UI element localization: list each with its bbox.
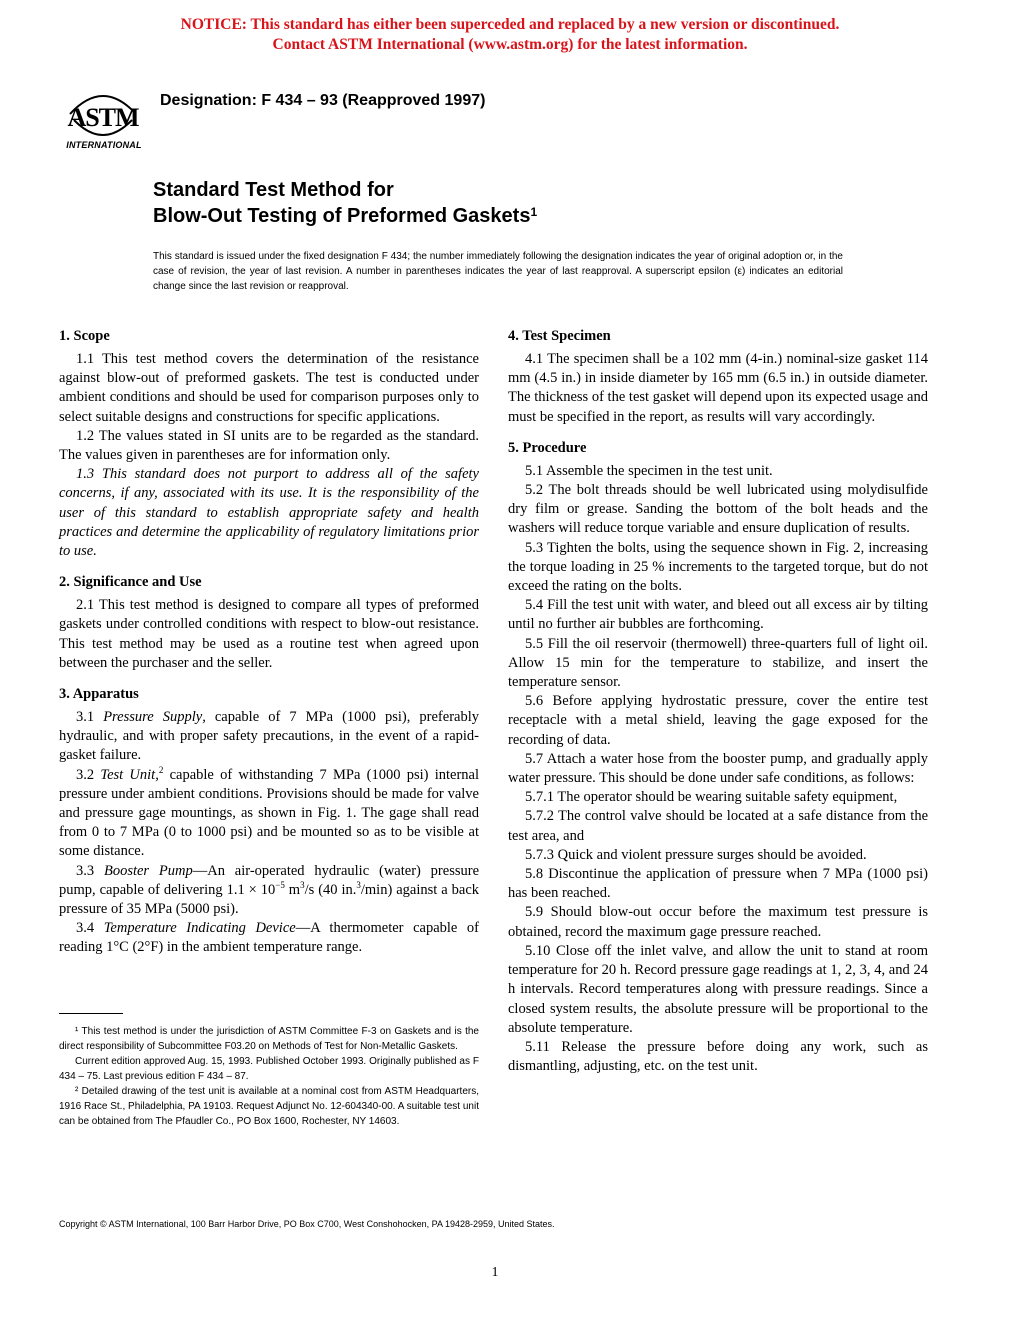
- section-heading: 2. Significance and Use: [59, 574, 202, 591]
- title-line-2: Blow-Out Testing of Preformed Gaskets$^1$: [153, 205, 538, 227]
- footnotes: [59, 1024, 479, 1129]
- designation: Designation: F 434 – 93 (Reapproved 1997): [160, 92, 486, 109]
- procedure-step: 5.7.2 The control valve should be located at a safe distance from the test area, and: [508, 808, 928, 844]
- section-heading: 4. Test Specimen: [508, 328, 611, 344]
- section-heading: 5. Procedure: [508, 439, 587, 456]
- page-title: [153, 177, 537, 229]
- logo-caption: INTERNATIONAL: [66, 140, 142, 150]
- paragraph: 3.4 Temperature Indicating Device—A thermometer capable of reading 1°C (2°F) in the ambient temperature range.: [59, 920, 479, 956]
- section-scope: [59, 327, 479, 561]
- issue-note: This standard is issued under the fixed designation F 434; the number immediately following the designation indicates the year of original adoption or, in the case of revision, the year of last revision. A number in parentheses indicates the year of last reapproval. A superscript epsilon (ε) indicates an editorial change since the last revision or reapproval.: [153, 251, 843, 292]
- title-footnote-mark: 1: [530, 205, 538, 219]
- paragraph: 3.3 Booster Pump—An air-operated hydraulic (water) pressure pump, capable of delivering $1.1 \times 10^{-5}$ $m^3/s$ (40 in.$^3$/min) against a back pressure of 35 MPa (5000 psi).: [59, 862, 480, 918]
- footnote: ² Detailed drawing of the test unit is available at a nominal cost from ASTM Headquarters, 1916 Race St., Philadelphia, PA 19103. Request Adjunct No. 12-604340-00. A suitable test unit can be obtained from The Pfaudler Co., PO Box 1600, Rochester, NY 14603.: [59, 1086, 479, 1127]
- copyright: Copyright © ASTM International, 100 Barr Harbor Drive, PO Box C700, West Conshohocken, PA 19428-2959, United States.: [59, 1219, 555, 1229]
- procedure-step: 5.10 Close off the inlet valve, and allow the unit to stand at room temperature for 20 h. Record pressure gage readings at 1, 2, 3, 4, and 24 h intervals. Record temperatures along with pressure readings. Since a closed system results, the absolute pressure will be proportional to the absolute temperature.: [508, 942, 928, 1036]
- procedure-step: 5.6 Before applying hydrostatic pressure, cover the entire test receptacle with a metal shield, leaving the gage exposed for the recording of data.: [508, 693, 928, 748]
- section-heading: 3. Apparatus: [59, 686, 139, 703]
- section-significance: [59, 573, 479, 673]
- procedure-step: 5.3 Tighten the bolts, using the sequence shown in Fig. 2, increasing the torque loading in 25 % increments to the targeted torque, but do not exceed the rating on the bolts.: [508, 539, 928, 595]
- paragraph: 4.1 The specimen shall be a 102 mm (4-in.) nominal-size gasket 114 mm (4.5 in.) in inside diameter by 165 mm (6.5 in.) in outside diameter. The thickness of the test gasket will depend upon its expected usage and must be specified in the report, as results will vary accordingly.: [508, 351, 928, 425]
- logo-text: ASTM: [67, 103, 139, 132]
- paragraph: 2.1 This test method is designed to compare all types of preformed gaskets under controlled conditions with respect to blow-out resistance. This test method may be used as a routine test when agreed upon between the purchaser and the seller.: [59, 597, 479, 671]
- paragraph: 3.2 Test Unit,$^2$ capable of withstanding 7 MPa (1000 psi) internal pressure under ambient conditions. Provisions should be made for valve and pressure gage mountings, as shown in Fig. 1. The gage shall read from 0 to 7 MPa (0 to 1000 psi) and be mounted so as to be visible at some distance.: [59, 764, 479, 860]
- notice-line-1: NOTICE: This standard has either been superceded and replaced by a new version or discontinued.: [180, 16, 840, 33]
- section-apparatus: [59, 685, 479, 958]
- paragraph: 3.1 Pressure Supply, capable of 7 MPa (1000 psi), preferably hydraulic, and with proper safety precautions, in the event of a rapid-gasket failure.: [59, 709, 479, 764]
- section-specimen: [508, 327, 928, 427]
- section-heading: 1. Scope: [59, 328, 110, 344]
- footnote-divider: [59, 1013, 123, 1014]
- section-procedure: [508, 439, 928, 1077]
- paragraph: 1.1 This test method covers the determination of the resistance against blow-out of preformed gaskets. The test is conducted under ambient conditions and should be used for comparison purposes only to select suitable designs and constructions for specific applications.: [59, 351, 479, 425]
- procedure-step: 5.7 Attach a water hose from the booster pump, and gradually apply water pressure. This should be done under safe conditions, as follows:: [508, 750, 928, 787]
- procedure-step: 5.9 Should blow-out occur before the maximum test pressure is obtained, record the maximum gage pressure reached.: [508, 904, 928, 940]
- right-column: [508, 327, 928, 1088]
- title-line-1: Standard Test Method for: [153, 179, 394, 201]
- procedure-step: 5.11 Release the pressure before doing any work, such as dismantling, adjusting, etc. on the test unit.: [508, 1038, 928, 1075]
- paragraph: 1.3 This standard does not purport to address all of the safety concerns, if any, associated with its use. It is the responsibility of the user of this standard to establish appropriate safety and health practices and determine the applicability of regulatory limitations prior to use.: [59, 466, 479, 560]
- discontinued-notice: [0, 15, 1020, 55]
- page-number: 1: [491, 1265, 499, 1280]
- procedure-step: 5.2 The bolt threads should be well lubricated using molydisulfide dry film or grease. Sanding the bottom of the bolt heads and the washers will reduce torque variable and ensure duplication of results.: [508, 482, 928, 537]
- procedure-step: 5.4 Fill the test unit with water, and bleed out all excess air by tilting until no further air bubbles are forthcoming.: [508, 597, 928, 633]
- footnote: Current edition approved Aug. 15, 1993. Published October 1993. Originally published as F 434 – 75. Last previous edition F 434 – 87.: [59, 1056, 479, 1082]
- notice-line-2: Contact ASTM International (www.astm.org) for the latest information.: [272, 36, 748, 53]
- left-column: [59, 327, 479, 970]
- footnote: ¹ This test method is under the jurisdiction of ASTM Committee F-3 on Gaskets and is the direct responsibility of Subcommittee F03.20 on Methods of Test for Non-Metallic Gaskets.: [59, 1026, 479, 1052]
- procedure-step: 5.1 Assemble the specimen in the test unit.: [525, 462, 773, 479]
- procedure-step: 5.7.1 The operator should be wearing suitable safety equipment,: [525, 789, 898, 806]
- paragraph: 1.2 The values stated in SI units are to be regarded as the standard. The values given in parentheses are for information only.: [59, 427, 479, 464]
- procedure-step: 5.8 Discontinue the application of pressure when 7 MPa (1000 psi) has been reached.: [508, 866, 928, 902]
- procedure-step: 5.7.3 Quick and violent pressure surges should be avoided.: [525, 846, 867, 863]
- procedure-step: 5.5 Fill the oil reservoir (thermowell) three-quarters full of light oil. Allow 15 min for the temperature to stabilize, and insert the temperature sensor.: [508, 635, 928, 691]
